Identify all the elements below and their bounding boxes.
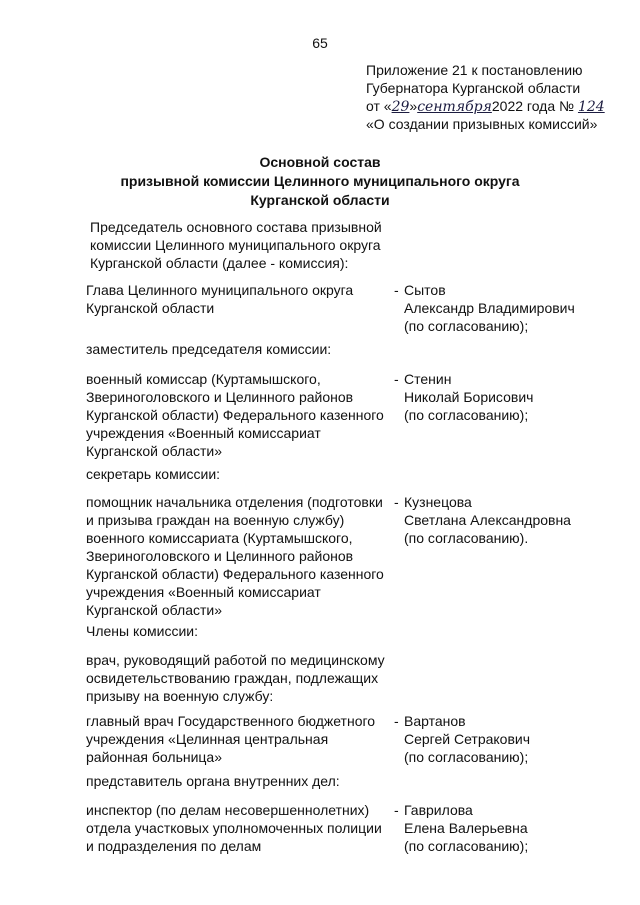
position-line: Курганской области» [86,602,223,618]
member-name [394,493,634,547]
position-line: Глава Целинного муниципального округа [86,282,354,298]
dash: - [394,282,399,298]
doctor-heading [86,651,386,705]
appendix-line-1: Приложение 21 к постановлению [366,62,583,78]
appendix-line-4: «О создании призывных комиссий» [366,116,598,132]
title-line-2: призывной комиссии Целинного муниципального округа [120,173,520,189]
position-line: Курганской области [86,300,215,316]
position-line: Звериноголовского и Целинного районов [86,389,354,405]
position-line: Курганской области) Федерального казенного [86,407,384,423]
dash: - [394,802,399,818]
position-line: главный врач Государственного бюджетного [86,713,376,729]
member-position [86,370,386,460]
agreement-note: (по согласованию). [404,530,529,546]
agreement-note: (по согласованию); [404,318,529,334]
title-line-3: Курганской области [250,192,390,208]
document-title [0,153,640,210]
member-name [394,281,634,335]
date-day: 29 [391,99,410,115]
date-year: 2022 года № [491,98,575,114]
appendix-block [366,61,636,133]
position-line: военный комиссар (Куртамышского, [86,371,321,387]
full-name: Александр Владимирович [404,300,575,316]
heading-line: призыву на военную службу: [86,688,274,704]
document-number: 124 [577,99,605,115]
agreement-note: (по согласованию); [404,749,529,765]
appendix-date-line [366,97,636,115]
position-line: военного комиссариата (Куртамышского, [86,530,353,546]
full-name: Светлана Александровна [404,512,571,528]
title-line-1: Основной состав [259,154,381,170]
heading-line: врач, руководящий работой по медицинскому [86,652,385,668]
full-name: Николай Борисович [404,389,534,405]
surname: Сытов [404,282,446,298]
member-position [86,712,386,766]
deputy-heading: заместитель председателя комиссии: [86,341,332,357]
date-month: сентября [417,99,492,115]
heading-line: освидетельствованию граждан, подлежащих [86,670,379,686]
chairman-heading [90,218,390,272]
member-position [86,281,386,317]
position-line: Курганской области) Федерального казенного [86,566,384,582]
chairman-heading-line: Курганской области (далее - комиссия): [90,255,349,271]
page-number: 65 [312,35,328,51]
surname: Вартанов [404,713,466,729]
chairman-heading-line: Председатель основного состава призывной [90,219,382,235]
position-line: инспектор (по делам несовершеннолетних) [86,802,370,818]
full-name: Елена Валерьевна [404,820,528,836]
dash: - [394,494,399,510]
surname: Стенин [404,371,452,387]
agreement-note: (по согласованию); [404,407,529,423]
date-mid: » [409,98,418,114]
position-line: районная больница» [86,749,223,765]
dash: - [394,713,399,729]
position-line: учреждения «Целинная центральная [86,731,329,747]
member-name [394,801,634,855]
date-prefix: от « [366,98,392,114]
members-heading: Члены комиссии: [86,623,199,639]
full-name: Сергей Сетракович [404,731,531,747]
agreement-note: (по согласованию); [404,838,529,854]
appendix-line-2: Губернатора Курганской области [366,80,581,96]
dash: - [394,371,399,387]
member-name [394,712,634,766]
member-position [86,493,386,619]
secretary-heading: секретарь комиссии: [86,466,221,482]
position-line: Звериноголовского и Целинного районов [86,548,354,564]
position-line: и подразделения по делам [86,838,262,854]
position-line: учреждения «Военный комиссариат [86,584,321,600]
position-line: отдела участковых уполномоченных полиции [86,820,382,836]
position-line: помощник начальника отделения (подготовки [86,494,383,510]
surname: Кузнецова [404,494,472,510]
position-line: и призыва граждан на военную службу) [86,512,345,528]
police-heading: представитель органа внутренних дел: [86,773,340,789]
member-name [394,370,634,424]
position-line: учреждения «Военный комиссариат [86,425,321,441]
member-position [86,801,386,855]
position-line: Курганской области» [86,443,223,459]
chairman-heading-line: комиссии Целинного муниципального округа [90,237,381,253]
surname: Гаврилова [404,802,473,818]
